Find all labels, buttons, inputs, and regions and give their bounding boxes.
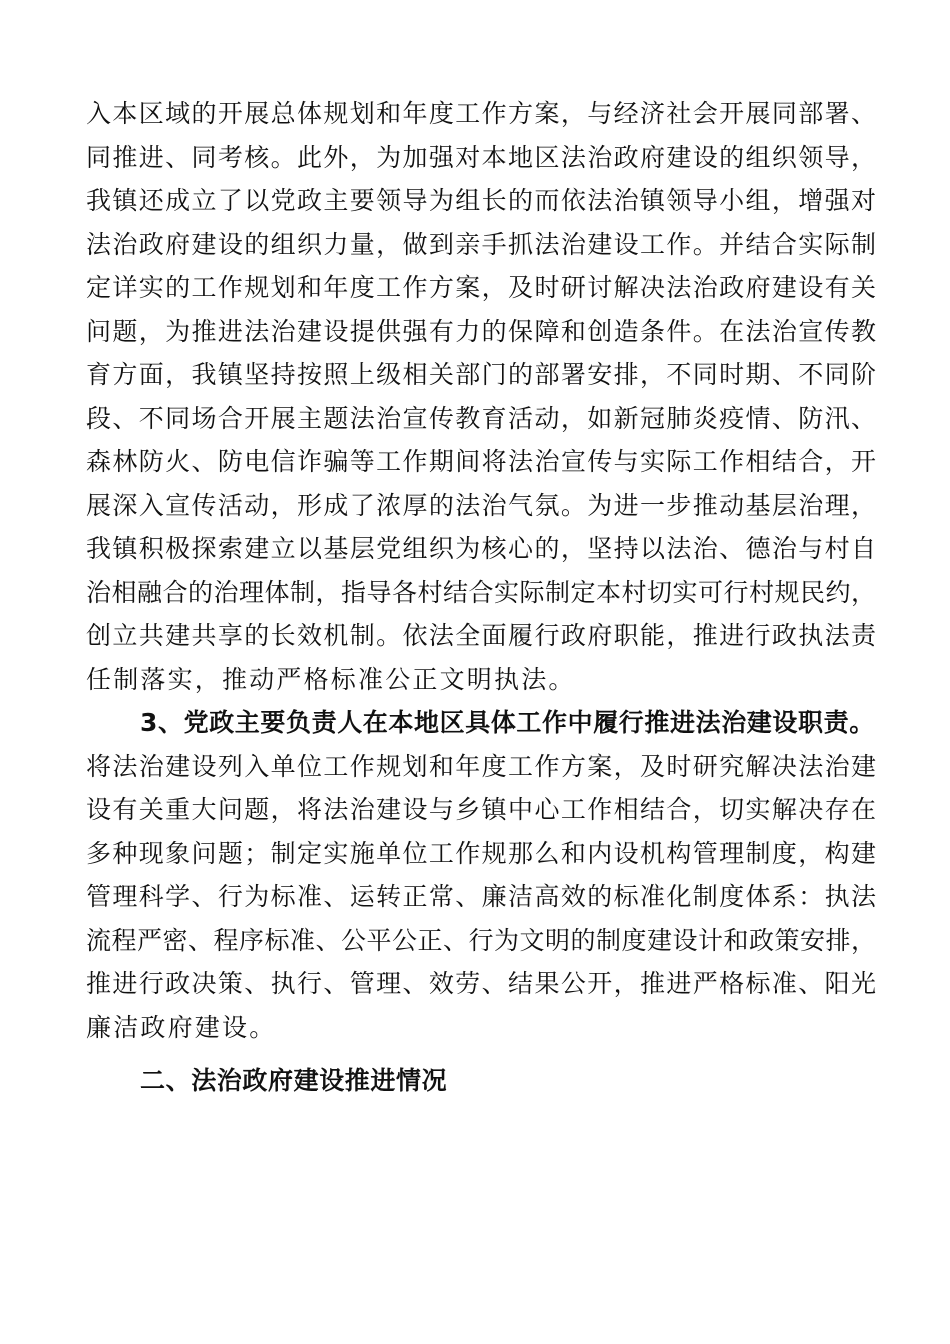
text-line: 设有关重大问题，将法治建设与乡镇中心工作相结合，切实解决存在 [86,795,876,824]
subsection-heading: 3、党政主要负责人在本地区具体工作中履行推进法治建设职责。 [140,708,875,737]
text-line: 我镇积极探索建立以基层党组织为核心的，坚持以法治、德治与村自 [86,534,876,563]
text-line-last: 任制落实，推动严格标准公正文明执法。 [86,664,576,694]
text-line: 流程严密、程序标准、公平公正、行为文明的制度建设计和政策安排， [86,925,876,955]
text-line: 展深入宣传活动，形成了浓厚的法治气氛。为进一步推动基层治理， [86,490,876,520]
text-line: 创立共建共享的长效机制。依法全面履行政府职能，推进行政执法责 [86,621,876,650]
text-line-last: 廉洁政府建设。 [86,1012,277,1042]
text-line: 森林防火、防电信诈骗等工作期间将法治宣传与实际工作相结合，开 [86,447,876,476]
text-line: 定详实的工作规划和年度工作方案，及时研讨解决法治政府建设有关 [86,273,876,302]
document-body [86,92,876,1103]
text-line: 我镇还成立了以党政主要领导为组长的而依法治镇领导小组，增强对 [86,186,876,215]
text-line: 育方面，我镇坚持按照上级相关部门的部署安排，不同时期、不同阶 [86,360,876,389]
paragraph-1 [86,92,876,701]
text-line: 法治政府建设的组织力量，做到亲手抓法治建设工作。并结合实际制 [86,229,876,259]
text-line: 治相融合的治理体制，指导各村结合实际制定本村切实可行村规民约， [86,577,876,607]
text-line: 管理科学、行为标准、运转正常、廉洁高效的标准化制度体系：执法 [86,882,876,911]
paragraph-2 [86,701,876,1049]
text-line: 段、不同场合开展主题法治宣传教育活动，如新冠肺炎疫情、防汛、 [86,403,876,433]
text-line: 同推进、同考核。此外，为加强对本地区法治政府建设的组织领导， [86,142,876,172]
text-line: 推进行政决策、执行、管理、效劳、结果公开，推进严格标准、阳光 [86,969,876,998]
section-gap [86,1049,876,1059]
text-line: 多种现象问题；制定实施单位工作规那么和内设机构管理制度，构建 [86,838,876,868]
text-line: 问题，为推进法治建设提供强有力的保障和创造条件。在法治宣传教 [86,316,876,346]
section-heading: 二、法治政府建设推进情况 [140,1066,448,1095]
text-line: 入本区域的开展总体规划和年度工作方案，与经济社会开展同部署、 [86,99,876,128]
text-line: 将法治建设列入单位工作规划和年度工作方案，及时研究解决法治建 [86,751,876,781]
